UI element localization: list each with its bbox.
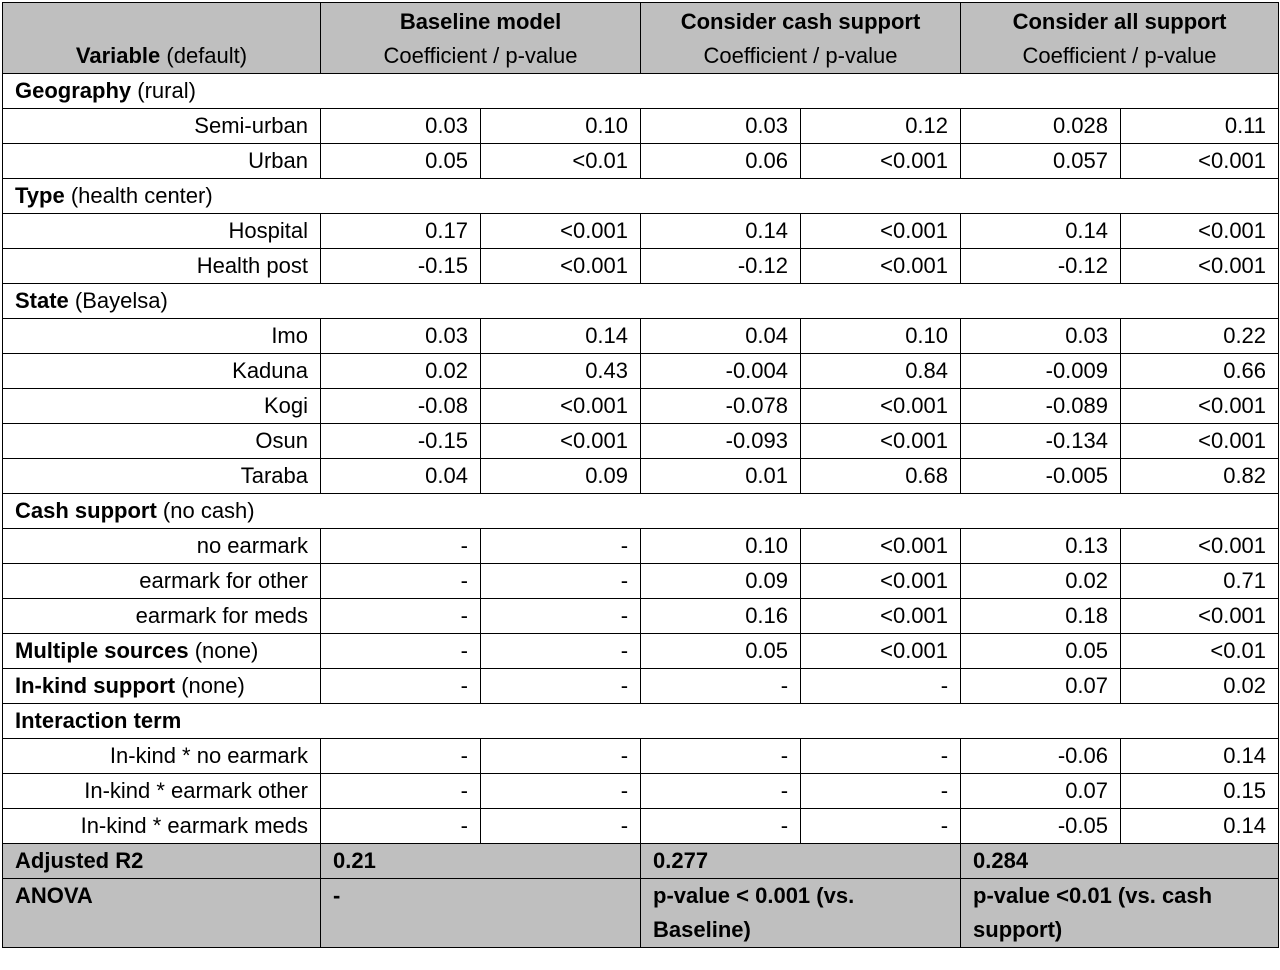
row-label: Health post	[3, 249, 321, 284]
baseline-pvalue: -	[481, 529, 641, 564]
row-label: In-kind * no earmark	[3, 739, 321, 774]
all-pvalue: <0.01	[1121, 634, 1279, 669]
table-row	[3, 564, 1279, 599]
baseline-coef: -	[321, 669, 481, 704]
cash-coef: 0.05	[641, 634, 801, 669]
table-row	[3, 214, 1279, 249]
baseline-pvalue: <0.001	[481, 249, 641, 284]
baseline-pvalue: -	[481, 669, 641, 704]
anova-row	[3, 879, 1279, 948]
cash-coef: -	[641, 739, 801, 774]
baseline-coef: 0.02	[321, 354, 481, 389]
baseline-coef: -	[321, 564, 481, 599]
baseline-pvalue: -	[481, 774, 641, 809]
baseline-pvalue: 0.09	[481, 459, 641, 494]
section-row-geography: Geography (rural)	[3, 74, 1279, 109]
row-label: In-kind * earmark meds	[3, 809, 321, 844]
cash-coef: 0.06	[641, 144, 801, 179]
cash-coef: 0.16	[641, 599, 801, 634]
baseline-pvalue: -	[481, 564, 641, 599]
section-row-state: State (Bayelsa)	[3, 284, 1279, 319]
all-coef: 0.02	[961, 564, 1121, 599]
adjusted-r2-row	[3, 844, 1279, 879]
cash-pvalue: <0.001	[801, 389, 961, 424]
all-coef: -0.134	[961, 424, 1121, 459]
cash-pvalue: -	[801, 774, 961, 809]
table-row	[3, 354, 1279, 389]
cash-coef: -	[641, 809, 801, 844]
all-coef: 0.057	[961, 144, 1121, 179]
baseline-pvalue: -	[481, 599, 641, 634]
baseline-coef: -	[321, 774, 481, 809]
row-label: earmark for meds	[3, 599, 321, 634]
baseline-coef: -0.08	[321, 389, 481, 424]
cash-coef: 0.04	[641, 319, 801, 354]
cash-pvalue: -	[801, 809, 961, 844]
table-row	[3, 424, 1279, 459]
cash-coef: 0.09	[641, 564, 801, 599]
section-row-type: Type (health center)	[3, 179, 1279, 214]
all-pvalue: <0.001	[1121, 599, 1279, 634]
cash-pvalue: 0.12	[801, 109, 961, 144]
table-row	[3, 739, 1279, 774]
row-label: Osun	[3, 424, 321, 459]
baseline-pvalue: 0.14	[481, 319, 641, 354]
cash-pvalue: 0.84	[801, 354, 961, 389]
regression-table	[2, 2, 1279, 948]
baseline-coef: 0.03	[321, 109, 481, 144]
table-row	[3, 634, 1279, 669]
all-pvalue: 0.14	[1121, 739, 1279, 774]
all-coef: 0.05	[961, 634, 1121, 669]
all-pvalue: 0.14	[1121, 809, 1279, 844]
anova-cash: p-value < 0.001 (vs. Baseline)	[641, 879, 961, 948]
cash-pvalue: <0.001	[801, 564, 961, 599]
model-header-cash: Consider cash support Coefficient / p-value	[641, 3, 961, 74]
all-coef: -0.005	[961, 459, 1121, 494]
all-coef: 0.07	[961, 669, 1121, 704]
table-row	[3, 459, 1279, 494]
cash-coef: -	[641, 669, 801, 704]
row-label: Urban	[3, 144, 321, 179]
all-pvalue: 0.02	[1121, 669, 1279, 704]
all-coef: 0.13	[961, 529, 1121, 564]
cash-pvalue: <0.001	[801, 599, 961, 634]
baseline-coef: 0.17	[321, 214, 481, 249]
all-pvalue: <0.001	[1121, 214, 1279, 249]
table-row	[3, 774, 1279, 809]
table-row	[3, 319, 1279, 354]
baseline-coef: -	[321, 809, 481, 844]
cash-coef: 0.10	[641, 529, 801, 564]
row-label: Hospital	[3, 214, 321, 249]
anova-label: ANOVA	[3, 879, 321, 948]
baseline-coef: -0.15	[321, 424, 481, 459]
all-pvalue: <0.001	[1121, 529, 1279, 564]
baseline-pvalue: <0.01	[481, 144, 641, 179]
cash-coef: 0.01	[641, 459, 801, 494]
table-row	[3, 144, 1279, 179]
baseline-pvalue: <0.001	[481, 214, 641, 249]
baseline-pvalue: 0.43	[481, 354, 641, 389]
all-pvalue: <0.001	[1121, 144, 1279, 179]
baseline-coef: -	[321, 599, 481, 634]
r2-cash: 0.277	[641, 844, 961, 879]
cash-coef: -0.093	[641, 424, 801, 459]
all-coef: -0.009	[961, 354, 1121, 389]
all-coef: 0.14	[961, 214, 1121, 249]
model-header-baseline: Baseline model Coefficient / p-value	[321, 3, 641, 74]
row-label: Kaduna	[3, 354, 321, 389]
variable-header: Variable (default)	[3, 3, 321, 74]
all-coef: -0.089	[961, 389, 1121, 424]
table-row	[3, 389, 1279, 424]
table-row	[3, 249, 1279, 284]
row-label: earmark for other	[3, 564, 321, 599]
row-label: Kogi	[3, 389, 321, 424]
baseline-coef: -0.15	[321, 249, 481, 284]
row-label: Imo	[3, 319, 321, 354]
r2-all: 0.284	[961, 844, 1279, 879]
cash-pvalue: <0.001	[801, 529, 961, 564]
baseline-coef: 0.04	[321, 459, 481, 494]
anova-all: p-value <0.01 (vs. cash support)	[961, 879, 1279, 948]
all-coef: 0.18	[961, 599, 1121, 634]
all-coef: 0.07	[961, 774, 1121, 809]
cash-coef: -	[641, 774, 801, 809]
cash-pvalue: <0.001	[801, 214, 961, 249]
row-label: no earmark	[3, 529, 321, 564]
all-coef: 0.03	[961, 319, 1121, 354]
row-label: Multiple sources (none)	[3, 634, 321, 669]
cash-pvalue: <0.001	[801, 424, 961, 459]
all-coef: 0.028	[961, 109, 1121, 144]
cash-pvalue: <0.001	[801, 249, 961, 284]
cash-pvalue: 0.10	[801, 319, 961, 354]
all-coef: -0.06	[961, 739, 1121, 774]
cash-coef: 0.03	[641, 109, 801, 144]
baseline-coef: -	[321, 529, 481, 564]
all-pvalue: 0.22	[1121, 319, 1279, 354]
table-row	[3, 109, 1279, 144]
cash-pvalue: <0.001	[801, 634, 961, 669]
table-row	[3, 669, 1279, 704]
all-pvalue: 0.15	[1121, 774, 1279, 809]
all-pvalue: 0.71	[1121, 564, 1279, 599]
all-coef: -0.12	[961, 249, 1121, 284]
cash-pvalue: <0.001	[801, 144, 961, 179]
baseline-pvalue: -	[481, 634, 641, 669]
baseline-pvalue: -	[481, 739, 641, 774]
section-row-interaction: Interaction term	[3, 704, 1279, 739]
table-row	[3, 599, 1279, 634]
cash-coef: -0.004	[641, 354, 801, 389]
cash-coef: -0.12	[641, 249, 801, 284]
cash-coef: -0.078	[641, 389, 801, 424]
all-pvalue: 0.11	[1121, 109, 1279, 144]
baseline-coef: -	[321, 739, 481, 774]
baseline-coef: 0.05	[321, 144, 481, 179]
all-coef: -0.05	[961, 809, 1121, 844]
baseline-pvalue: <0.001	[481, 424, 641, 459]
all-pvalue: <0.001	[1121, 249, 1279, 284]
r2-label: Adjusted R2	[3, 844, 321, 879]
table-row	[3, 809, 1279, 844]
cash-coef: 0.14	[641, 214, 801, 249]
baseline-coef: -	[321, 634, 481, 669]
baseline-pvalue: 0.10	[481, 109, 641, 144]
row-label: In-kind support (none)	[3, 669, 321, 704]
all-pvalue: 0.66	[1121, 354, 1279, 389]
cash-pvalue: 0.68	[801, 459, 961, 494]
all-pvalue: <0.001	[1121, 389, 1279, 424]
row-label: Semi-urban	[3, 109, 321, 144]
row-label: In-kind * earmark other	[3, 774, 321, 809]
header-row	[3, 3, 1279, 74]
all-pvalue: <0.001	[1121, 424, 1279, 459]
r2-baseline: 0.21	[321, 844, 641, 879]
section-row-cash: Cash support (no cash)	[3, 494, 1279, 529]
model-header-all: Consider all support Coefficient / p-value	[961, 3, 1279, 74]
anova-baseline: -	[321, 879, 641, 948]
baseline-pvalue: -	[481, 809, 641, 844]
table-row	[3, 529, 1279, 564]
baseline-coef: 0.03	[321, 319, 481, 354]
cash-pvalue: -	[801, 669, 961, 704]
cash-pvalue: -	[801, 739, 961, 774]
all-pvalue: 0.82	[1121, 459, 1279, 494]
baseline-pvalue: <0.001	[481, 389, 641, 424]
row-label: Taraba	[3, 459, 321, 494]
